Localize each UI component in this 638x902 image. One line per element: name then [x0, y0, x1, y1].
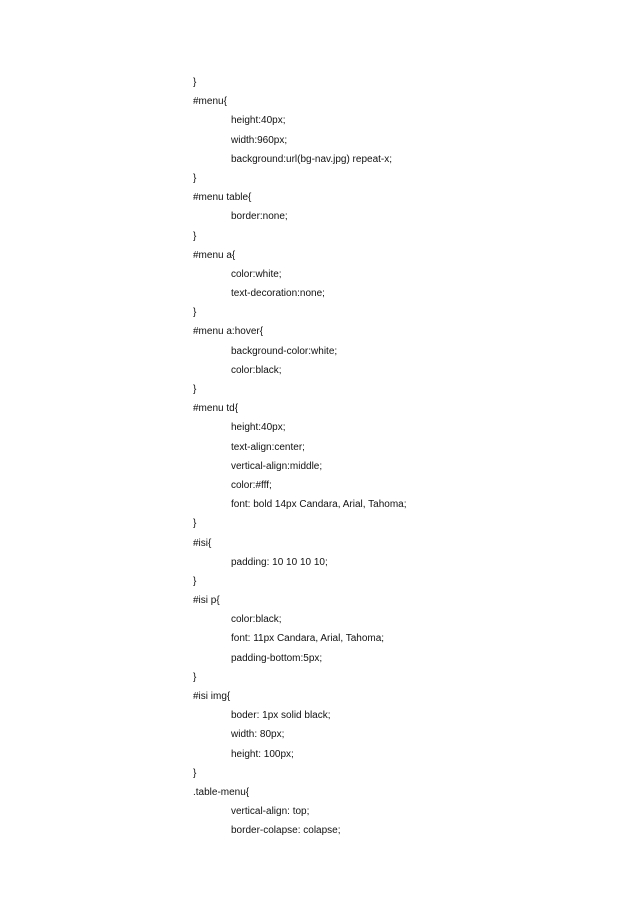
code-line: #menu td{ [193, 403, 239, 415]
code-listing [193, 73, 406, 841]
code-line: #menu{ [193, 96, 227, 108]
code-line: #isi{ [193, 537, 212, 549]
code-line: } [193, 77, 197, 88]
code-line: #isi img{ [193, 691, 231, 702]
code-line-indented: background:url(bg-nav.jpg) repeat-x; [231, 153, 393, 165]
code-line-indented: boder: 1px solid black; [231, 710, 331, 722]
code-line: .table-menu{ [193, 786, 250, 798]
code-line-indented: width: 80px; [231, 729, 285, 741]
code-line: #menu table{ [193, 192, 252, 204]
code-line-indented: vertical-align:middle; [231, 460, 323, 472]
code-line-indented: font: 11px Candara, Arial, Tahoma; [231, 633, 385, 645]
code-line-indented: height:40px; [231, 422, 286, 434]
code-line-indented: height: 100px; [231, 748, 294, 760]
code-line-indented: border:none; [231, 211, 288, 223]
code-line-indented: text-align:center; [231, 441, 305, 453]
code-line: } [193, 384, 197, 395]
code-line-indented: color:black; [231, 614, 282, 626]
code-line-indented: height:40px; [231, 115, 286, 127]
code-line: } [193, 230, 197, 242]
code-line-indented: padding-bottom:5px; [231, 652, 323, 664]
code-line: } [193, 307, 197, 319]
code-line: } [193, 671, 197, 683]
code-line-indented: background-color:white; [231, 345, 338, 357]
code-line: } [193, 575, 197, 587]
code-line: #isi p{ [193, 595, 220, 607]
code-line: } [193, 172, 197, 184]
code-line: } [193, 767, 197, 779]
code-line: #menu a{ [193, 249, 236, 261]
code-line: #menu a:hover{ [193, 326, 264, 338]
code-line-indented: text-decoration:none; [231, 288, 325, 300]
code-line-indented: color:#fff; [231, 479, 272, 491]
code-line-indented: border-colapse: colapse; [231, 825, 341, 837]
code-line-indented: padding: 10 10 10 10; [231, 556, 328, 568]
code-line-indented: color:black; [231, 364, 282, 376]
code-line: } [193, 518, 197, 530]
code-line-indented: color:white; [231, 268, 282, 280]
code-line-indented: font: bold 14px Candara, Arial, Tahoma; [231, 499, 407, 511]
code-line-indented: width:960px; [231, 134, 288, 146]
code-line-indented: vertical-align: top; [231, 806, 310, 818]
